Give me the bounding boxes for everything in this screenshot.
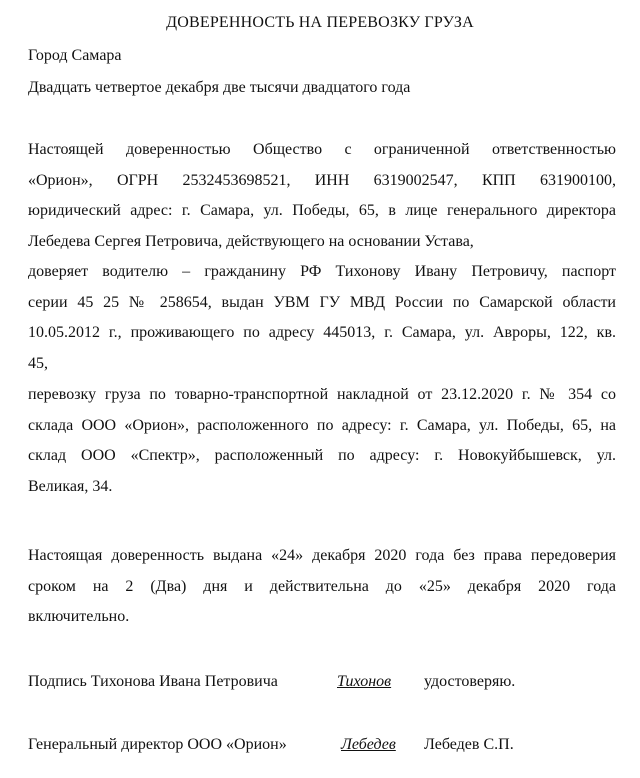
city-line: Город Самара	[28, 47, 122, 64]
text-line: 45,	[28, 354, 48, 372]
certify-text: удостоверяю.	[424, 673, 516, 690]
text-line: склад ООО «Спектр», расположенный по адресу: г. Новокуйбышевск, ул.	[28, 447, 616, 464]
paragraph-validity	[28, 541, 616, 633]
text-line: серии 45 25 № 258654, выдан УВМ ГУ МВД России по Самарской области	[28, 293, 616, 311]
text-line: юридический адрес: г. Самара, ул. Победы, 65, в лице генерального директора	[28, 202, 616, 219]
signature-label-director: Генеральный директор ООО «Орион»	[28, 736, 287, 753]
text-line: перевозку груза по товарно-транспортной накладной от 23.12.2020 г. № 354 со	[28, 386, 616, 403]
document-title: ДОВЕРЕННОСТЬ НА ПЕРЕВОЗКУ ГРУЗА	[166, 14, 474, 31]
text-line: склада ООО «Орион», расположенного по адресу: г. Самара, ул. Победы, 65, на	[28, 416, 616, 434]
paragraph-principal	[28, 135, 616, 257]
paragraph-cargo	[28, 380, 616, 502]
signature-driver: Тихонов	[337, 673, 392, 690]
signature-label-driver: Подпись Тихонова Ивана Петровича	[28, 673, 278, 690]
paragraph-attorney	[28, 257, 616, 379]
text-line: Лебедева Сергея Петровича, действующего на основании Устава,	[28, 232, 474, 250]
text-line: включительно.	[28, 608, 130, 625]
director-name: Лебедев С.П.	[424, 736, 514, 753]
signature-director: Лебедев	[341, 736, 396, 753]
text-line: Настоящая доверенность выдана «24» декабря 2020 года без права передоверия	[28, 547, 616, 564]
text-line: Настоящей доверенностью Общество с ограниченной ответственностью	[28, 141, 616, 158]
text-line: «Орион», ОГРН 2532453698521, ИНН 6319002547, КПП 631900100,	[28, 171, 616, 189]
text-line: 10.05.2012 г., проживающего по адресу 445013, г. Самара, ул. Авроры, 122, кв.	[28, 324, 616, 341]
date-line: Двадцать четвертое декабря две тысячи двадцатого года	[28, 79, 411, 96]
text-line: сроком на 2 (Два) дня и действительна до «25» декабря 2020 года	[28, 577, 616, 595]
text-line: Великая, 34.	[28, 477, 113, 495]
text-line: доверяет водителю – гражданину РФ Тихонову Ивану Петровичу, паспорт	[28, 263, 616, 280]
